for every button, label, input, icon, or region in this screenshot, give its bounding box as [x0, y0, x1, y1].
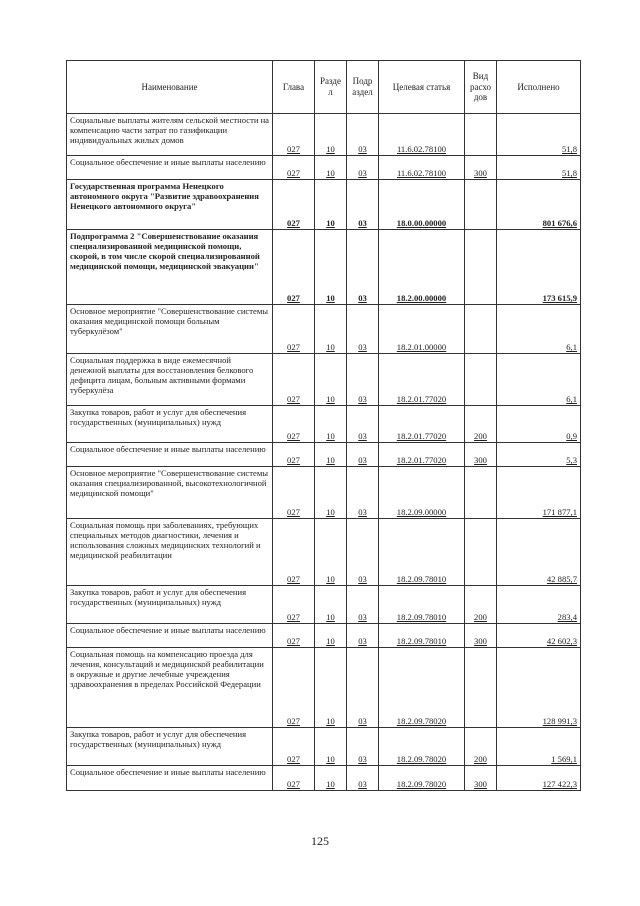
cell-subsection: 03 — [347, 305, 379, 354]
cell-subsection: 03 — [347, 586, 379, 624]
cell-name: Социальная поддержка в виде ежемесячной денежной выплаты для восстановления белкового дефицита лицам, больным активными формами туберкулёза — [67, 354, 273, 406]
cell-chapter: 027 — [273, 443, 315, 467]
cell-executed: 51,8 — [497, 114, 581, 156]
cell-chapter: 027 — [273, 114, 315, 156]
cell-chapter: 027 — [273, 648, 315, 728]
cell-chapter: 027 — [273, 180, 315, 230]
cell-chapter: 027 — [273, 230, 315, 305]
cell-target: 18.2.01.00000 — [379, 305, 465, 354]
cell-target: 18.2.01.77020 — [379, 406, 465, 443]
cell-name: Закупка товаров, работ и услуг для обеспечения государственных (муниципальных) нужд — [67, 406, 273, 443]
table-row — [67, 728, 581, 766]
cell-name: Социальная помощь при заболеваниях, требующих специальных методов диагностики, лечения и использования сложных медицинских технологий и медицинской реабилитации — [67, 519, 273, 586]
cell-section: 10 — [315, 648, 347, 728]
cell-name: Социальное обеспечение и иные выплаты населению — [67, 156, 273, 180]
table-row — [67, 443, 581, 467]
cell-expense-type: 300 — [465, 624, 497, 648]
cell-target: 18.2.09.78020 — [379, 766, 465, 791]
cell-expense-type: 300 — [465, 443, 497, 467]
cell-target: 18.2.09.78010 — [379, 519, 465, 586]
cell-subsection: 03 — [347, 156, 379, 180]
header-executed: Исполнено — [497, 61, 581, 114]
cell-chapter: 027 — [273, 354, 315, 406]
expenditure-table — [66, 60, 581, 791]
page-number: 125 — [311, 834, 329, 848]
cell-target: 11.6.02.78100 — [379, 156, 465, 180]
cell-executed: 42 885,7 — [497, 519, 581, 586]
cell-subsection: 03 — [347, 624, 379, 648]
cell-subsection: 03 — [347, 443, 379, 467]
cell-expense-type — [465, 467, 497, 519]
cell-name: Государственная программа Ненецкого автономного округа "Развитие здравоохранения Ненецкого автономного округа" — [67, 180, 273, 230]
table-row — [67, 180, 581, 230]
cell-subsection: 03 — [347, 467, 379, 519]
cell-subsection: 03 — [347, 180, 379, 230]
cell-executed: 173 615,9 — [497, 230, 581, 305]
cell-section: 10 — [315, 354, 347, 406]
cell-section: 10 — [315, 586, 347, 624]
cell-target: 18.0.00.00000 — [379, 180, 465, 230]
cell-executed: 127 422,3 — [497, 766, 581, 791]
cell-expense-type — [465, 230, 497, 305]
table-row — [67, 305, 581, 354]
table-row — [67, 624, 581, 648]
cell-target: 18.2.01.77020 — [379, 354, 465, 406]
table-row — [67, 354, 581, 406]
cell-target: 18.2.09.00000 — [379, 467, 465, 519]
cell-name: Подпрограмма 2 "Совершенствование оказания специализированной медицинской помощи, скорой, в том числе скорой специализированной медицинской помощи, медицинской эвакуации" — [67, 230, 273, 305]
header-name: Наименование — [67, 61, 273, 114]
cell-executed: 42 602,3 — [497, 624, 581, 648]
cell-name: Закупка товаров, работ и услуг для обеспечения государственных (муниципальных) нужд — [67, 728, 273, 766]
cell-name: Основное мероприятие "Совершенствование системы оказания специализированной, высокотехнологичной медицинской помощи" — [67, 467, 273, 519]
header-target: Целевая статья — [379, 61, 465, 114]
cell-expense-type — [465, 305, 497, 354]
table-row — [67, 766, 581, 791]
cell-section: 10 — [315, 467, 347, 519]
cell-expense-type — [465, 519, 497, 586]
table-row — [67, 648, 581, 728]
cell-name: Социальное обеспечение и иные выплаты населению — [67, 624, 273, 648]
table-row — [67, 156, 581, 180]
cell-target: 18.2.09.78010 — [379, 624, 465, 648]
cell-section: 10 — [315, 624, 347, 648]
cell-executed: 5,3 — [497, 443, 581, 467]
cell-expense-type — [465, 648, 497, 728]
cell-section: 10 — [315, 305, 347, 354]
cell-target: 18.2.01.77020 — [379, 443, 465, 467]
cell-executed: 283,4 — [497, 586, 581, 624]
cell-name: Основное мероприятие "Совершенствование системы оказания медицинской помощи больным туберкулёзом" — [67, 305, 273, 354]
cell-chapter: 027 — [273, 519, 315, 586]
cell-expense-type: 200 — [465, 728, 497, 766]
cell-chapter: 027 — [273, 467, 315, 519]
cell-subsection: 03 — [347, 406, 379, 443]
header-subsection: Подр аздел — [347, 61, 379, 114]
cell-subsection: 03 — [347, 354, 379, 406]
table-row — [67, 406, 581, 443]
table-row — [67, 467, 581, 519]
table-row — [67, 230, 581, 305]
cell-expense-type: 300 — [465, 766, 497, 791]
cell-chapter: 027 — [273, 305, 315, 354]
cell-section: 10 — [315, 519, 347, 586]
cell-section: 10 — [315, 114, 347, 156]
cell-section: 10 — [315, 443, 347, 467]
cell-chapter: 027 — [273, 156, 315, 180]
cell-section: 10 — [315, 156, 347, 180]
table-body — [67, 114, 581, 791]
table-header-row — [67, 61, 581, 114]
cell-subsection: 03 — [347, 114, 379, 156]
cell-executed: 0,9 — [497, 406, 581, 443]
cell-chapter: 027 — [273, 624, 315, 648]
cell-executed: 6,1 — [497, 305, 581, 354]
cell-expense-type: 200 — [465, 586, 497, 624]
table-row — [67, 586, 581, 624]
cell-executed: 51,8 — [497, 156, 581, 180]
cell-section: 10 — [315, 230, 347, 305]
cell-executed: 128 991,3 — [497, 648, 581, 728]
cell-executed: 6,1 — [497, 354, 581, 406]
cell-name: Социальная помощь на компенсацию проезда для лечения, консультаций и медицинской реабилитации в окружные и другие лечебные учреждения здравоохранения в пределах Российской Федерации — [67, 648, 273, 728]
cell-target: 11.6.02.78100 — [379, 114, 465, 156]
header-chapter: Глава — [273, 61, 315, 114]
cell-name: Социальное обеспечение и иные выплаты населению — [67, 766, 273, 791]
cell-expense-type — [465, 180, 497, 230]
cell-expense-type: 300 — [465, 156, 497, 180]
table-row — [67, 114, 581, 156]
cell-name: Социальное обеспечение и иные выплаты населению — [67, 443, 273, 467]
cell-expense-type — [465, 354, 497, 406]
cell-subsection: 03 — [347, 766, 379, 791]
cell-subsection: 03 — [347, 728, 379, 766]
cell-section: 10 — [315, 728, 347, 766]
cell-section: 10 — [315, 180, 347, 230]
cell-subsection: 03 — [347, 230, 379, 305]
cell-target: 18.2.09.78010 — [379, 586, 465, 624]
cell-target: 18.2.00.00000 — [379, 230, 465, 305]
cell-name: Закупка товаров, работ и услуг для обеспечения государственных (муниципальных) нужд — [67, 586, 273, 624]
header-expense-type: Вид расхо дов — [465, 61, 497, 114]
cell-chapter: 027 — [273, 586, 315, 624]
cell-chapter: 027 — [273, 728, 315, 766]
cell-target: 18.2.09.78020 — [379, 648, 465, 728]
table-row — [67, 519, 581, 586]
cell-section: 10 — [315, 766, 347, 791]
cell-target: 18.2.09.78020 — [379, 728, 465, 766]
cell-chapter: 027 — [273, 406, 315, 443]
cell-subsection: 03 — [347, 519, 379, 586]
cell-name: Социальные выплаты жителям сельской местности на компенсацию части затрат по газификации индивидуальных жилых домов — [67, 114, 273, 156]
cell-expense-type: 200 — [465, 406, 497, 443]
cell-section: 10 — [315, 406, 347, 443]
cell-executed: 1 569,1 — [497, 728, 581, 766]
cell-executed: 801 676,6 — [497, 180, 581, 230]
cell-executed: 171 877,1 — [497, 467, 581, 519]
header-section: Разде л — [315, 61, 347, 114]
cell-subsection: 03 — [347, 648, 379, 728]
cell-chapter: 027 — [273, 766, 315, 791]
cell-expense-type — [465, 114, 497, 156]
